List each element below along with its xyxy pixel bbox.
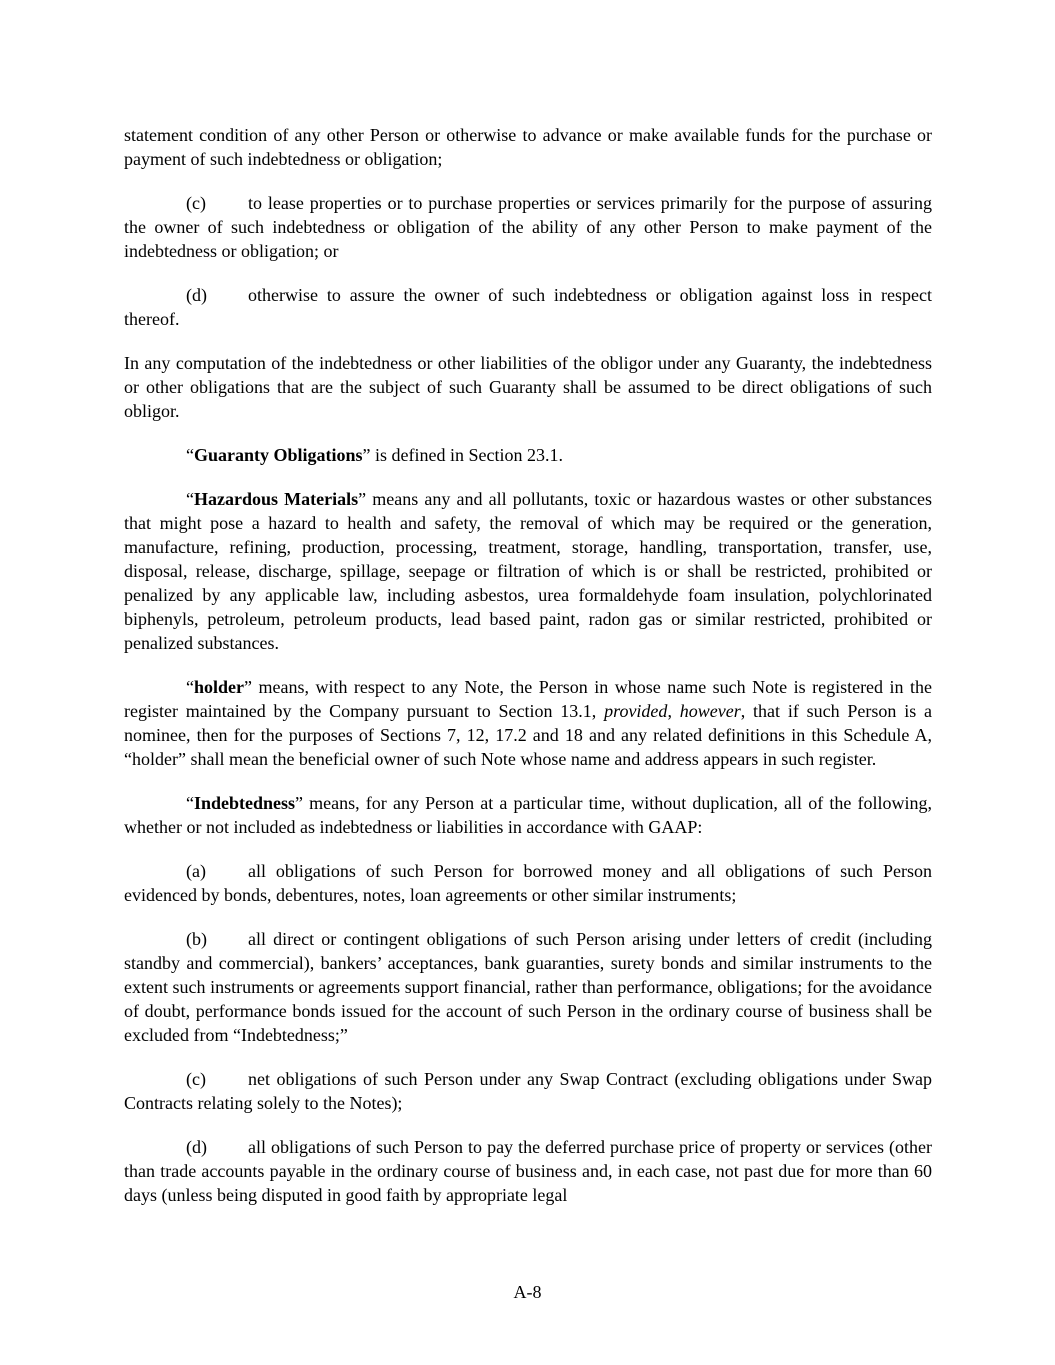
comma: ,: [667, 701, 680, 721]
indebtedness-item-d: [124, 1135, 932, 1207]
item-label: (c): [186, 1069, 206, 1089]
item-label: (d): [186, 1137, 207, 1157]
document-page: [124, 123, 932, 1207]
definition-guaranty-obligations: [124, 443, 932, 467]
item-text: all direct or contingent obligations of such Person arising under letters of credit (including standby and commercial), bankers’ acceptances, bank guaranties, surety bonds and similar instruments to the extent such instruments or agreements support financial, rather than performance, obligations; for the avoidance of doubt, performance bonds issued for the account of such Person in the ordinary course of business shall be excluded from “Indebtedness;”: [124, 929, 932, 1045]
definition-hazardous-materials: [124, 487, 932, 655]
item-text: otherwise to assure the owner of such indebtedness or obligation against loss in respect thereof.: [124, 285, 932, 329]
definition-text: ” means, with respect to any Note, the Person in whose name such Note is registered in the register maintained by the Company pursuant to Section 13.1,: [124, 677, 932, 721]
indebtedness-item-a: [124, 859, 932, 907]
definition-text: , that if such Person is a nominee, then for the purposes of Sections 7, 12, 17.2 and 18 and any related definitions in this Schedule A, “holder” shall mean the beneficial owner of such Note whose name and address appears in such register.: [124, 701, 933, 769]
italic-however: however: [679, 701, 741, 721]
paragraph-continuation: statement condition of any other Person or otherwise to advance or make available funds for the purchase or payment of such indebtedness or obligation;: [124, 125, 932, 169]
item-text: all obligations of such Person for borrowed money and all obligations of such Person evidenced by bonds, debentures, notes, loan agreements or other similar instruments;: [124, 861, 932, 905]
item-label: (d): [186, 285, 207, 305]
item-label: (c): [186, 193, 206, 213]
indebtedness-item-c: [124, 1067, 932, 1115]
definition-text: ” means any and all pollutants, toxic or hazardous wastes or other substances that might pose a hazard to health and safety, the removal of which may be required or the generation, manufacture, refining, production, processing, treatment, storage, handling, transportation, transfer, use, disposal, release, discharge, spillage, seepage or filtration of which is or shall be restricted, prohibited or penalized by any applicable law, including asbestos, urea formaldehyde foam insulation, polychlorinated biphenyls, petroleum, petroleum products, lead based paint, radon gas or similar restricted, prohibited or penalized substances.: [124, 489, 932, 653]
item-label: (a): [186, 861, 206, 881]
definition-text: ” is defined in Section 23.1.: [362, 445, 563, 465]
indebtedness-item-b: [124, 927, 932, 1047]
defined-term: holder: [194, 677, 245, 697]
open-quote: “: [186, 677, 194, 697]
open-quote: “: [186, 793, 194, 813]
open-quote: “: [186, 445, 194, 465]
definition-text: ” means, for any Person at a particular time, without duplication, all of the following, whether or not included as indebtedness or liabilities in accordance with GAAP:: [124, 793, 932, 837]
defined-term: Indebtedness: [194, 793, 296, 813]
item-label: (b): [186, 929, 207, 949]
definition-indebtedness: [124, 791, 932, 839]
item-text: to lease properties or to purchase properties or services primarily for the purpose of assuring the owner of such indebtedness or obligation of the ability of any other Person to make payment of the indebtedness or obligation; or: [124, 193, 932, 261]
defined-term: Hazardous Materials: [194, 489, 359, 509]
guaranty-item-c: [124, 191, 932, 263]
item-text: all obligations of such Person to pay the deferred purchase price of property or services (other than trade accounts payable in the ordinary course of business and, in each case, not past due for more than 60 days (unless being disputed in good faith by appropriate legal: [124, 1137, 932, 1205]
italic-provided: provided: [604, 701, 668, 721]
defined-term: Guaranty Obligations: [194, 445, 363, 465]
page-number: A-8: [513, 1282, 542, 1302]
definition-holder: [124, 675, 932, 771]
open-quote: “: [186, 489, 194, 509]
item-text: net obligations of such Person under any Swap Contract (excluding obligations under Swap Contracts relating solely to the Notes);: [124, 1069, 932, 1113]
paragraph-computation: In any computation of the indebtedness or other liabilities of the obligor under any Guaranty, the indebtedness or other obligations that are the subject of such Guaranty shall be assumed to be direct obligations of such obligor.: [124, 353, 932, 421]
guaranty-item-d: [124, 283, 932, 331]
